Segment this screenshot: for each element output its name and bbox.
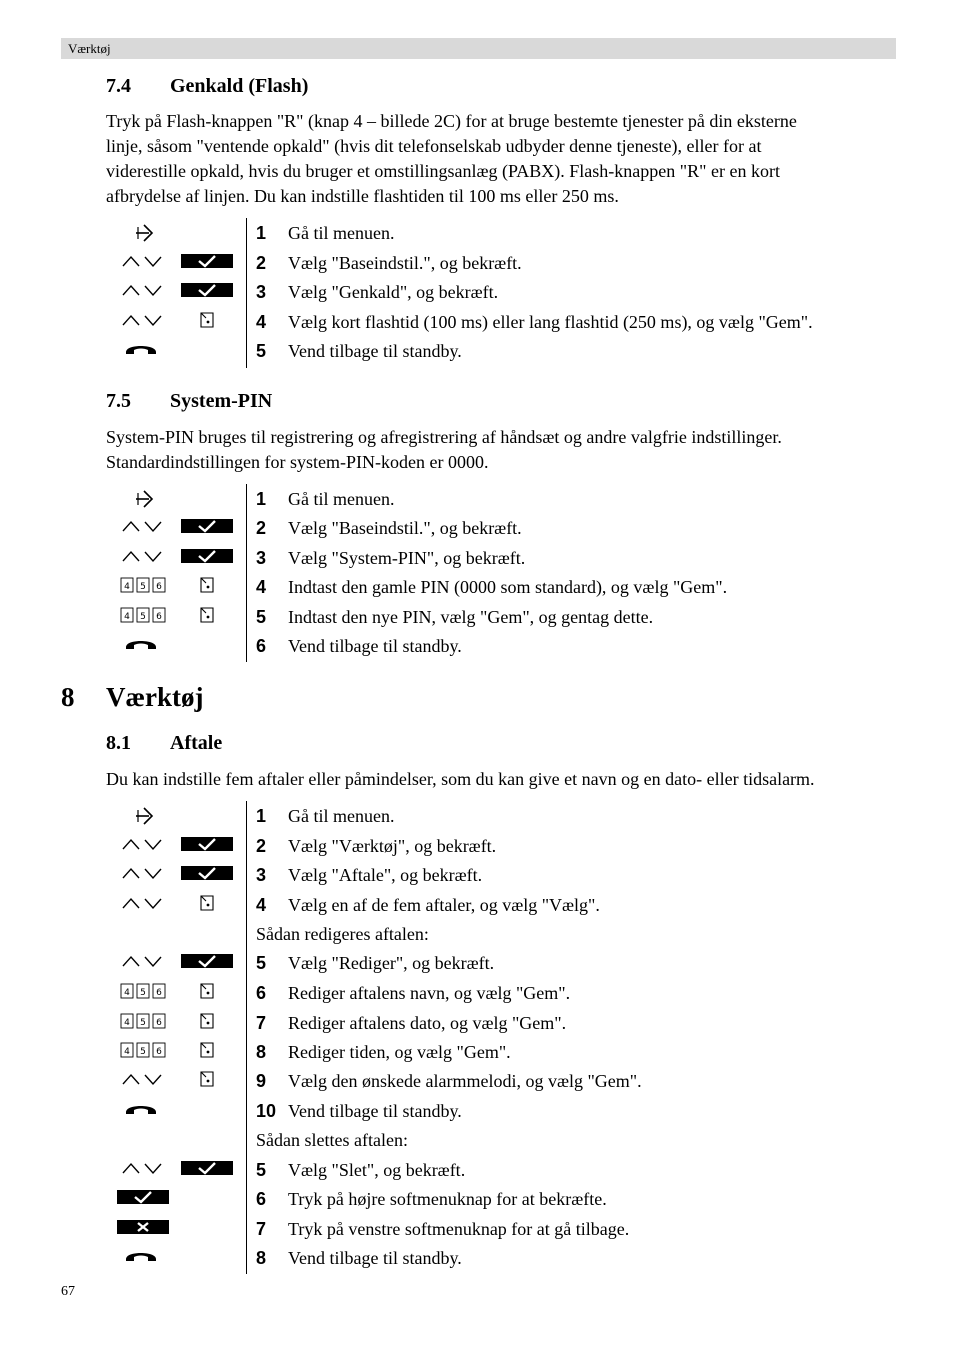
up-down-arrows-icon — [121, 312, 163, 333]
step-number: 7 — [256, 1219, 267, 1239]
up-down-arrows-icon — [121, 895, 163, 916]
step-text: Vælg den ønskede alarmmelodi, og vælg "Gem". — [288, 1071, 642, 1091]
softkey-icon — [200, 1042, 214, 1063]
section-number: 7.4 — [106, 75, 131, 97]
section-number: 8.1 — [106, 732, 131, 754]
step-row — [106, 221, 896, 249]
paragraph-line: afbrydelse af linjen. Du kan indstille flashtiden til 100 ms eller 250 ms. — [106, 186, 619, 206]
step-text: Vend tilbage til standby. — [288, 636, 462, 656]
confirm-check-icon — [181, 253, 233, 274]
paragraph-7-5 — [106, 425, 896, 475]
step-number: 3 — [256, 282, 267, 302]
paragraph-line: viderestille opkald, hvis du bruger et omstillingsanlæg (PABX). Flash-knappen "R" er en kort — [106, 161, 780, 181]
softkey-icon — [200, 895, 214, 916]
up-down-arrows-icon — [121, 253, 163, 274]
step-text: Gå til menuen. — [288, 223, 395, 243]
confirm-check-icon — [117, 1189, 169, 1210]
step-number: 5 — [256, 341, 267, 361]
svg-text:4: 4 — [124, 582, 130, 592]
running-header-label: Værktøj — [68, 41, 111, 56]
step-row — [106, 863, 896, 891]
step-row — [106, 1217, 896, 1245]
up-down-arrows-icon — [121, 836, 163, 857]
step-number: 6 — [256, 983, 267, 1003]
step-number: 1 — [256, 806, 267, 826]
step-row — [106, 1158, 896, 1186]
confirm-check-icon — [181, 953, 233, 974]
keypad-icon — [120, 1013, 166, 1034]
up-down-arrows-icon — [121, 282, 163, 303]
step-text: Vælg "System-PIN", og bekræft. — [288, 548, 526, 568]
paragraph-line: Du kan indstille fem aftaler eller påmindelser, som du kan give et navn og en dato- eller tidsalarm. — [106, 769, 815, 789]
softkey-icon — [200, 1013, 214, 1034]
end-call-icon — [124, 341, 158, 362]
up-down-arrows-icon — [121, 548, 163, 569]
steps-7-5 — [106, 484, 896, 662]
step-number: 2 — [256, 836, 267, 856]
keypad-icon — [120, 607, 166, 628]
step-text: Vælg en af de fem aftaler, og vælg "Vælg". — [288, 895, 600, 915]
step-number: 4 — [256, 577, 267, 597]
up-down-arrows-icon — [121, 865, 163, 886]
step-row — [106, 1246, 896, 1274]
confirm-check-icon — [181, 1160, 233, 1181]
up-down-arrows-icon — [121, 1071, 163, 1092]
menu-enter-icon — [134, 489, 154, 514]
softkey-icon — [200, 1071, 214, 1092]
svg-text:6: 6 — [156, 612, 162, 622]
step-text: Indtast den nye PIN, vælg "Gem", og gentag dette. — [288, 607, 654, 627]
up-down-arrows-icon — [121, 518, 163, 539]
paragraph-line: linje, såsom "ventende opkald" (hvis dit telefonselskab udbyder denne tjeneste), eller for at — [106, 136, 762, 156]
step-text: Rediger aftalens dato, og vælg "Gem". — [288, 1013, 567, 1033]
svg-text:6: 6 — [156, 1047, 162, 1057]
step-text: Vælg "Værktøj", og bekræft. — [288, 836, 497, 856]
svg-text:4: 4 — [124, 988, 130, 998]
steps-8-1 — [106, 801, 896, 1274]
step-number: 1 — [256, 223, 267, 243]
step-row — [106, 893, 896, 921]
step-number: 3 — [256, 865, 267, 885]
step-text: Vælg kort flashtid (100 ms) eller lang flashtid (250 ms), og vælg "Gem". — [288, 312, 813, 332]
step-number: 5 — [256, 953, 267, 973]
step-text: Vælg "Baseindstil.", og bekræft. — [288, 253, 522, 273]
paragraph-line: Tryk på Flash-knappen "R" (knap 4 – billede 2C) for at bruge bestemte tjenester på din eksterne — [106, 111, 797, 131]
step-row — [106, 516, 896, 544]
step-row — [106, 487, 896, 515]
step-row — [106, 575, 896, 603]
step-note-text: Sådan redigeres aftalen: — [256, 924, 429, 944]
step-row — [106, 1069, 896, 1097]
step-text: Tryk på venstre softmenuknap for at gå tilbage. — [288, 1219, 630, 1239]
paragraph-line: Standardindstillingen for system-PIN-koden er 0000. — [106, 452, 489, 472]
heading-7-5 — [106, 390, 272, 413]
step-text: Vælg "Genkald", og bekræft. — [288, 282, 499, 302]
step-number: 6 — [256, 636, 267, 656]
step-row — [106, 1040, 896, 1068]
step-number: 2 — [256, 253, 267, 273]
paragraph-7-4 — [106, 109, 896, 209]
heading-7-4 — [106, 75, 308, 98]
svg-text:5: 5 — [140, 1047, 146, 1057]
svg-text:5: 5 — [140, 988, 146, 998]
step-number: 9 — [256, 1071, 267, 1091]
step-row — [106, 834, 896, 862]
svg-text:4: 4 — [124, 1047, 130, 1057]
step-row — [106, 605, 896, 633]
step-row — [106, 280, 896, 308]
confirm-check-icon — [181, 865, 233, 886]
softkey-icon — [200, 577, 214, 598]
section-title: Aftale — [170, 732, 223, 754]
step-row — [106, 804, 896, 832]
step-text: Tryk på højre softmenuknap for at bekræfte. — [288, 1189, 607, 1209]
svg-text:4: 4 — [124, 1018, 130, 1028]
menu-enter-icon — [134, 223, 154, 248]
step-text: Gå til menuen. — [288, 489, 395, 509]
end-call-icon — [124, 1248, 158, 1269]
keypad-icon — [120, 1042, 166, 1063]
chapter-number: 8 — [61, 682, 75, 712]
step-row — [106, 981, 896, 1009]
step-number: 4 — [256, 895, 267, 915]
step-number: 5 — [256, 607, 267, 627]
step-row — [106, 634, 896, 662]
end-call-icon — [124, 636, 158, 657]
softkey-icon — [200, 983, 214, 1004]
step-row — [106, 1011, 896, 1039]
step-number: 3 — [256, 548, 267, 568]
step-number: 10 — [256, 1101, 277, 1121]
confirm-check-icon — [181, 518, 233, 539]
section-number: 7.5 — [106, 390, 131, 412]
keypad-icon — [120, 983, 166, 1004]
confirm-check-icon — [181, 282, 233, 303]
section-title: Genkald (Flash) — [170, 75, 309, 97]
svg-text:5: 5 — [140, 612, 146, 622]
step-text: Vend tilbage til standby. — [288, 1101, 462, 1121]
svg-text:4: 4 — [124, 612, 130, 622]
step-number: 4 — [256, 312, 267, 332]
softkey-icon — [200, 607, 214, 628]
paragraph-line: System-PIN bruges til registrering og afregistrering af håndsæt og andre valgfrie indstillinger. — [106, 427, 782, 447]
running-header — [61, 38, 896, 59]
step-row — [106, 310, 896, 338]
softkey-icon — [200, 312, 214, 333]
step-row — [106, 251, 896, 279]
cancel-x-icon — [117, 1219, 169, 1240]
step-text: Vend tilbage til standby. — [288, 341, 462, 361]
up-down-arrows-icon — [121, 953, 163, 974]
step-text: Gå til menuen. — [288, 806, 395, 826]
section-title: System-PIN — [170, 390, 273, 412]
svg-text:5: 5 — [140, 582, 146, 592]
step-text: Vælg "Baseindstil.", og bekræft. — [288, 518, 522, 538]
keypad-icon — [120, 577, 166, 598]
step-number: 2 — [256, 518, 267, 538]
step-number: 7 — [256, 1013, 267, 1033]
step-note — [106, 922, 896, 950]
step-number: 8 — [256, 1248, 267, 1268]
step-row — [106, 1099, 896, 1127]
step-number: 1 — [256, 489, 267, 509]
step-text: Vælg "Rediger", og bekræft. — [288, 953, 495, 973]
step-note — [106, 1128, 896, 1156]
step-note-text: Sådan slettes aftalen: — [256, 1130, 408, 1150]
step-row — [106, 1187, 896, 1215]
step-text: Vælg "Aftale", og bekræft. — [288, 865, 483, 885]
confirm-check-icon — [181, 836, 233, 857]
chapter-title: Værktøj — [106, 682, 204, 712]
step-number: 6 — [256, 1189, 267, 1209]
step-text: Rediger tiden, og vælg "Gem". — [288, 1042, 511, 1062]
svg-text:6: 6 — [156, 1018, 162, 1028]
step-number: 5 — [256, 1160, 267, 1180]
steps-7-4 — [106, 218, 896, 368]
step-text: Vælg "Slet", og bekræft. — [288, 1160, 466, 1180]
step-row — [106, 951, 896, 979]
step-text: Vend tilbage til standby. — [288, 1248, 462, 1268]
end-call-icon — [124, 1101, 158, 1122]
up-down-arrows-icon — [121, 1160, 163, 1181]
step-text: Rediger aftalens navn, og vælg "Gem". — [288, 983, 571, 1003]
page-number: 67 — [61, 1284, 75, 1299]
step-row — [106, 546, 896, 574]
confirm-check-icon — [181, 548, 233, 569]
step-text: Indtast den gamle PIN (0000 som standard), og vælg "Gem". — [288, 577, 728, 597]
heading-8-1 — [106, 732, 222, 755]
step-number: 8 — [256, 1042, 267, 1062]
menu-enter-icon — [134, 806, 154, 831]
chapter-heading-8 — [61, 682, 203, 713]
step-row — [106, 339, 896, 367]
svg-text:5: 5 — [140, 1018, 146, 1028]
paragraph-8-1 — [106, 767, 896, 792]
svg-text:6: 6 — [156, 988, 162, 998]
svg-text:6: 6 — [156, 582, 162, 592]
